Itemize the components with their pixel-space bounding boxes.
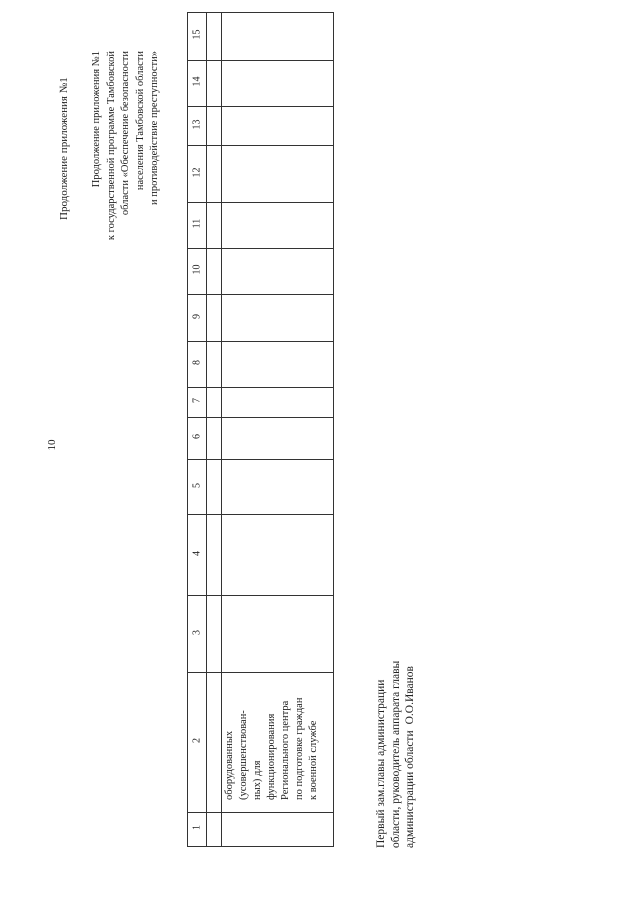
column-number: 6 — [191, 434, 203, 439]
appendix-line: Продолжение приложения №1 — [91, 51, 102, 188]
signatory-name: О.О.Иванов — [404, 666, 416, 725]
cell-line: Регионального центра — [280, 700, 291, 800]
signature-line-with-name — [403, 608, 418, 848]
cell-line: по подготовке граждан — [294, 697, 305, 800]
column-number: 14 — [191, 76, 203, 87]
continuation-title: Продолжение приложения №1 — [58, 77, 70, 220]
appendix-line: населения Тамбовской области — [134, 51, 146, 191]
signature-line: области, руководитель аппарата главы — [389, 660, 402, 848]
cell-line: к военной службе — [308, 720, 319, 800]
column-number: 10 — [191, 264, 203, 275]
column-number: 5 — [191, 483, 203, 488]
cell-line: ных) для — [252, 760, 263, 800]
cell-line: функционирования — [266, 713, 277, 800]
column-number: 4 — [191, 551, 203, 556]
column-number: 13 — [191, 119, 203, 130]
appendix-line: и противодействие преступности» — [149, 51, 160, 206]
signature-block — [374, 608, 418, 848]
signature-line: Первый зам.главы администрации — [375, 679, 387, 848]
column-number: 7 — [191, 398, 203, 403]
column-number: 9 — [191, 314, 203, 319]
column-number: 2 — [191, 738, 203, 743]
cell-line: оборудованных — [224, 730, 235, 800]
appendix-line: области «Обеспечение безопасности — [120, 51, 131, 216]
column-number: 12 — [191, 167, 203, 178]
column-number: 15 — [191, 29, 203, 40]
appendix-line: к государственной программе Тамбовской — [105, 51, 117, 241]
table-cell-description — [223, 698, 321, 800]
signature-line: администрации области — [404, 730, 416, 848]
column-number: 11 — [191, 218, 203, 229]
column-number: 8 — [191, 360, 203, 365]
page-number: 10 — [46, 439, 58, 451]
column-number: 1 — [191, 825, 203, 830]
column-number: 3 — [191, 630, 203, 635]
appendix-reference — [90, 51, 163, 286]
cell-line: (усовершенствован- — [238, 710, 249, 800]
